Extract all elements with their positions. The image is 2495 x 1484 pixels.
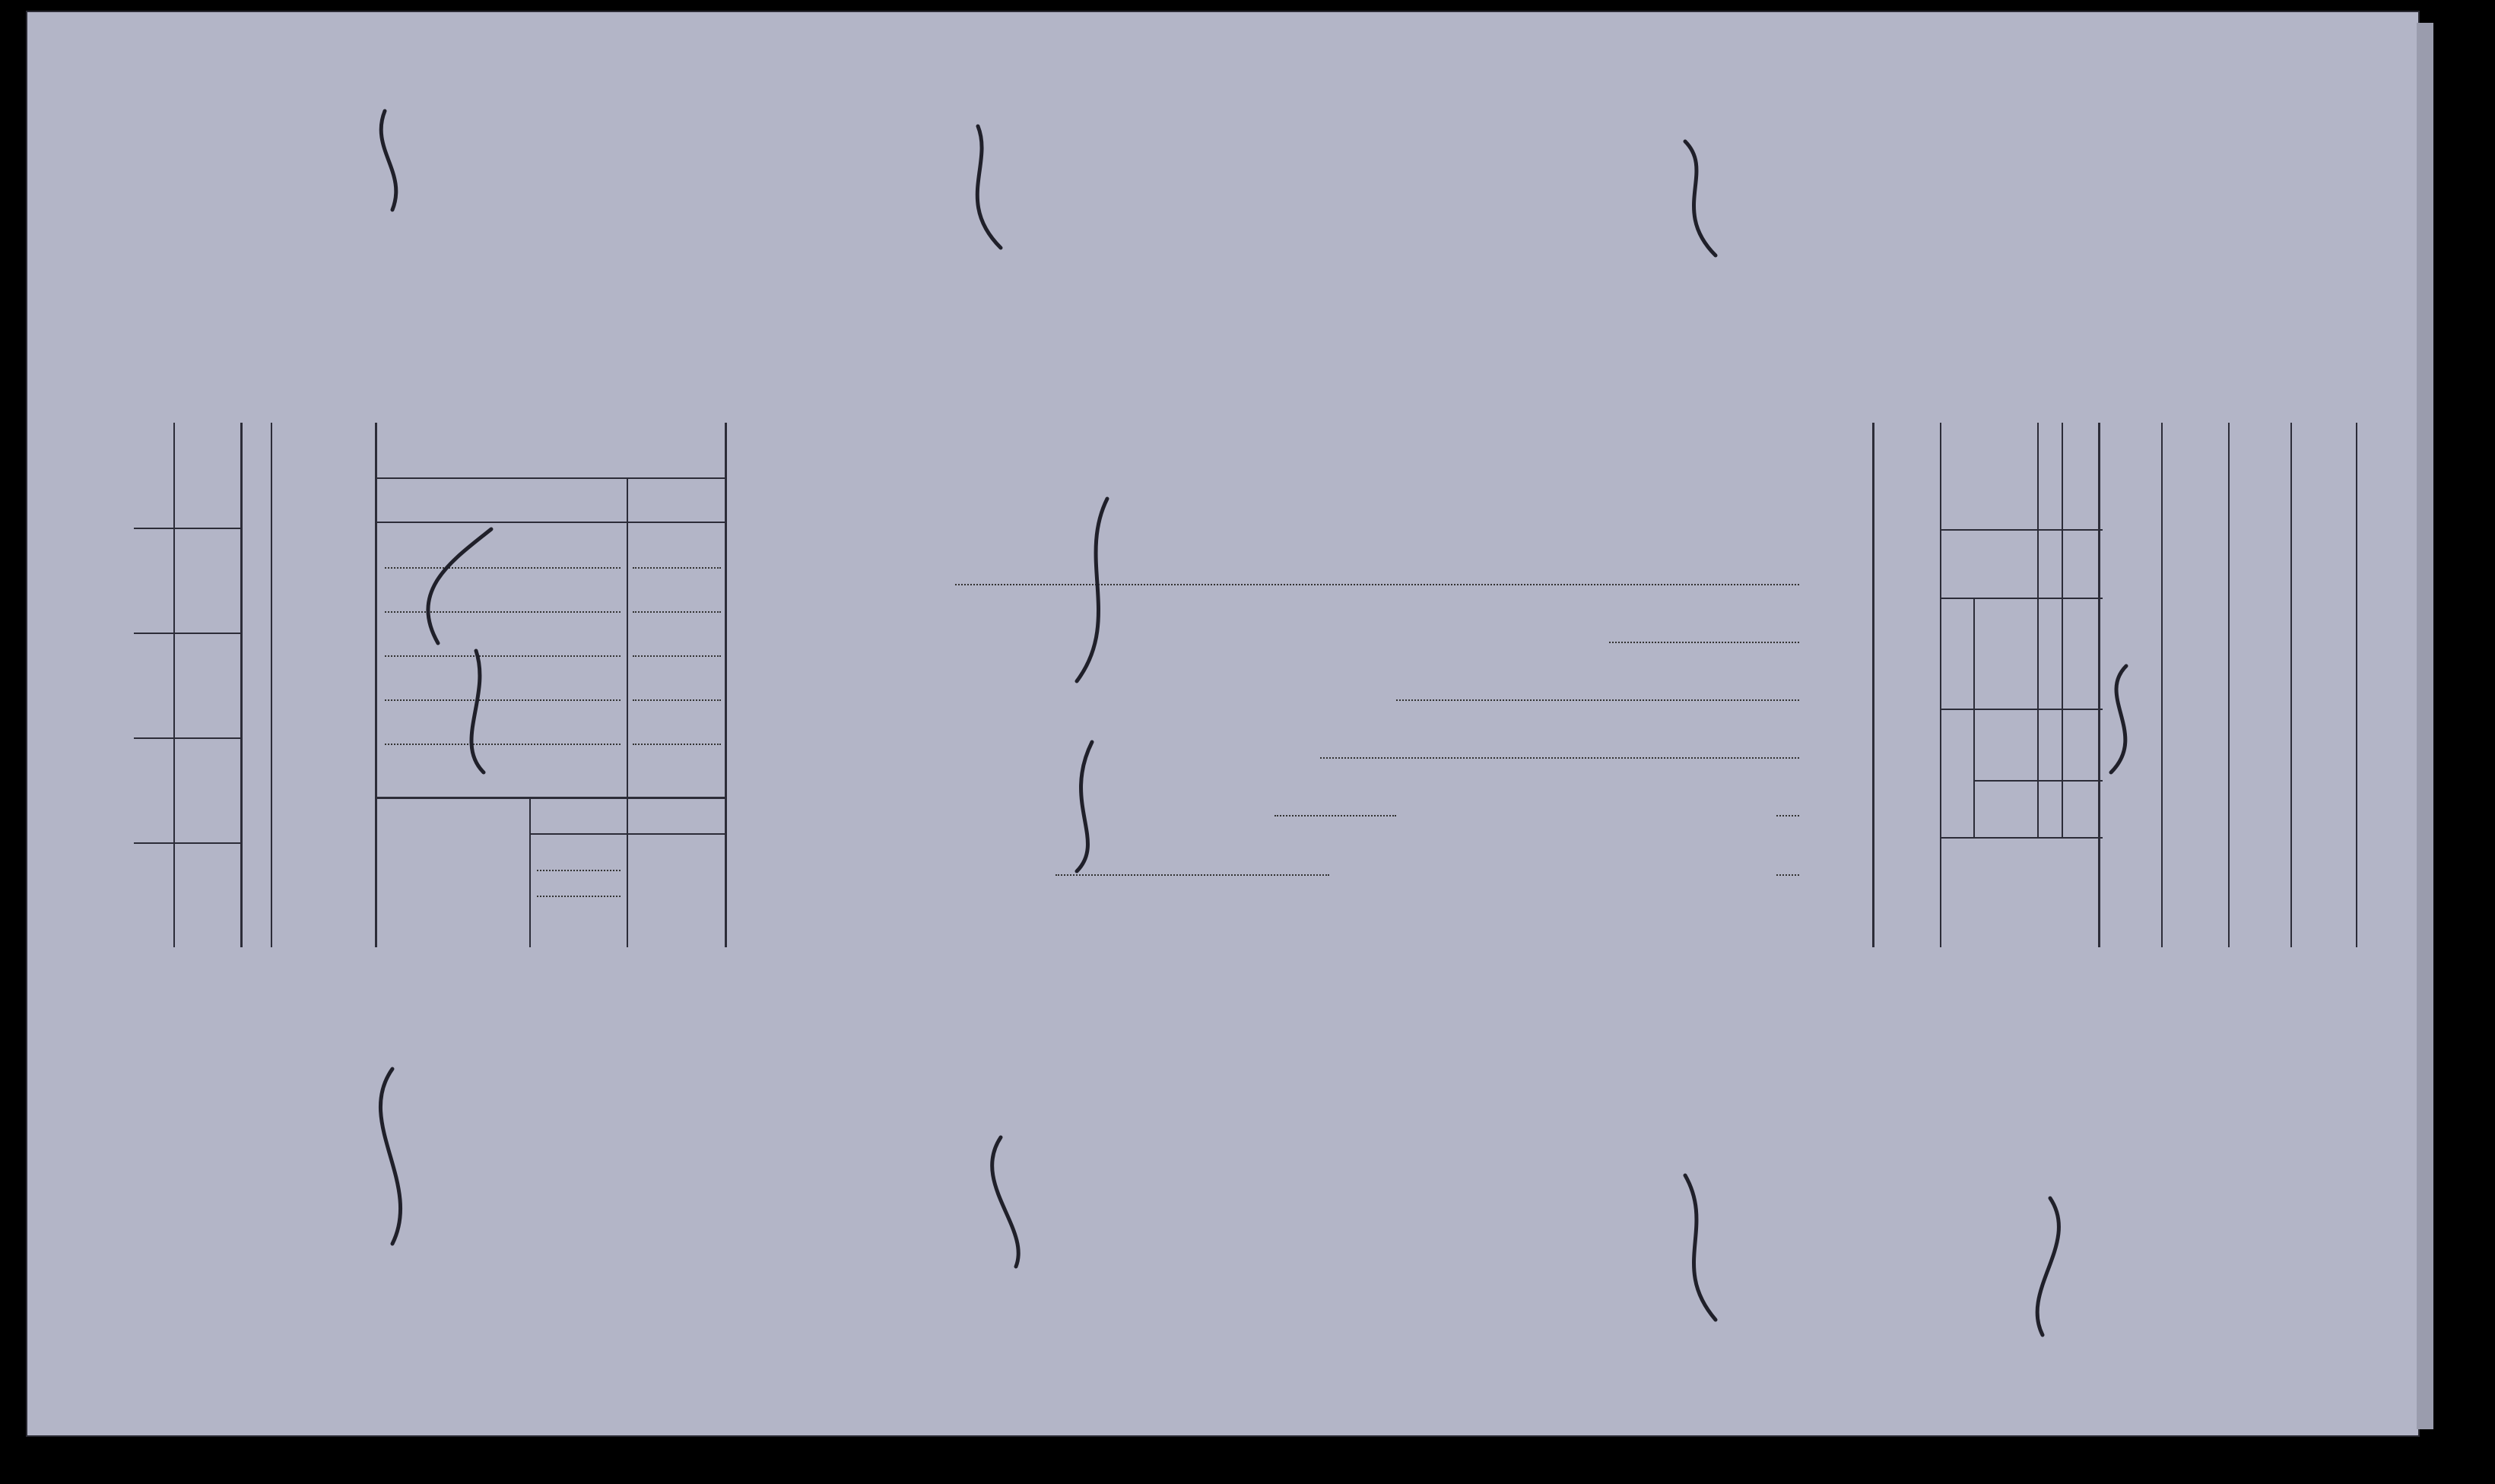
- census-card: [26, 11, 2420, 1437]
- top-section: [27, 12, 2418, 423]
- page-edge: [2417, 23, 2433, 1429]
- bottom-section: [27, 947, 2418, 1435]
- trade-establishments-block: [377, 423, 727, 947]
- middle-section: [27, 423, 2418, 947]
- population-block: [1872, 423, 2100, 947]
- workers-block: [2100, 423, 2418, 947]
- private-farm-form: [727, 423, 1898, 947]
- hired-workers-block: [134, 423, 377, 947]
